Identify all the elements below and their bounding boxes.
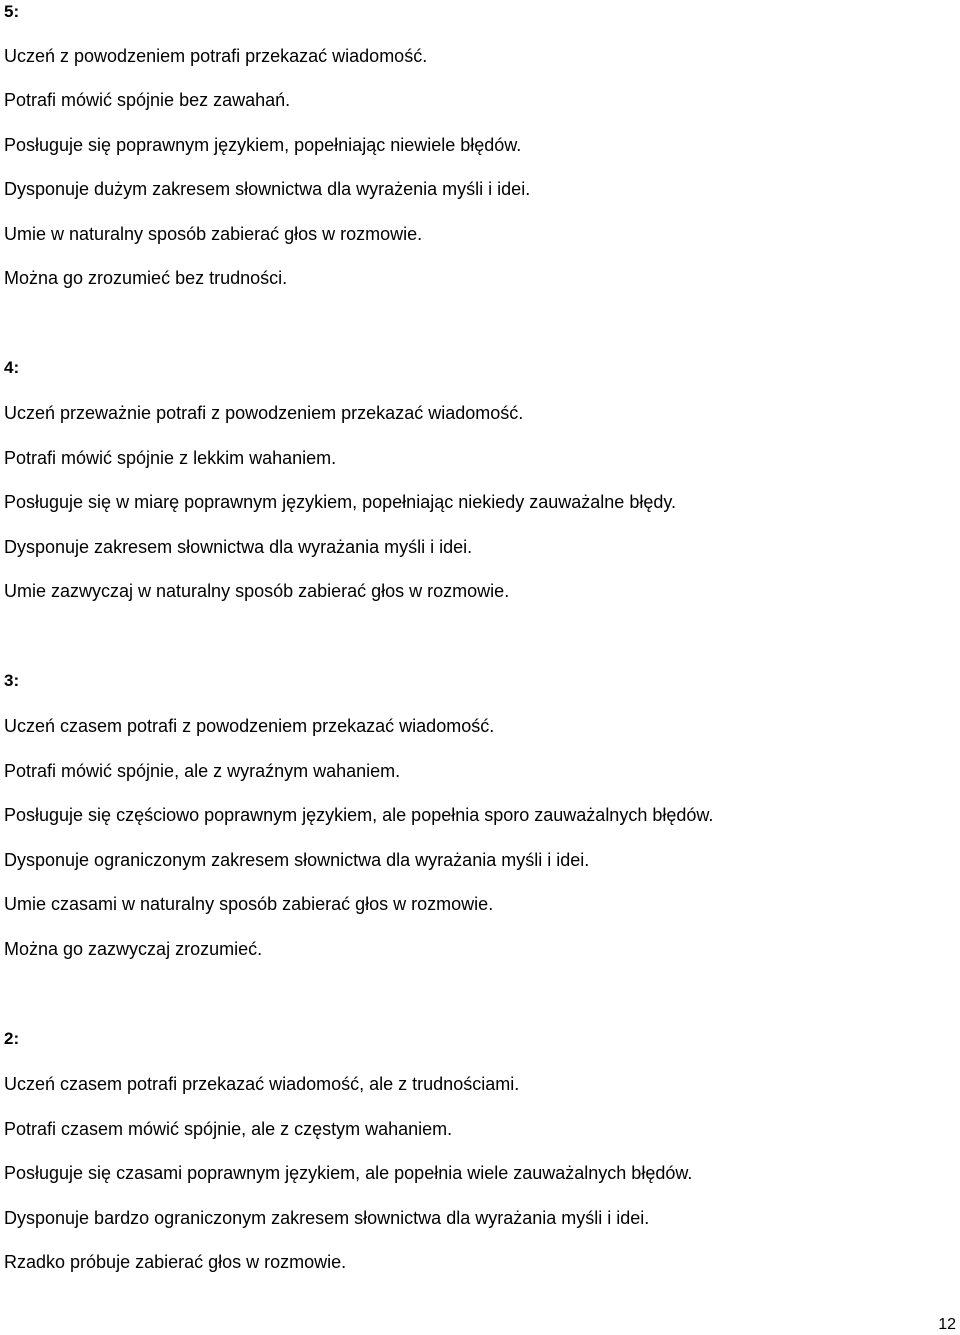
section-heading: 4: xyxy=(4,358,20,377)
criterion-line: Uczeń czasem potrafi przekazać wiadomość, ale z trudnościami. xyxy=(4,1074,520,1094)
criterion-line: Potrafi mówić spójnie z lekkim wahaniem. xyxy=(4,448,337,468)
criterion-line: Dysponuje zakresem słownictwa dla wyrażania myśli i idei. xyxy=(4,537,473,557)
criterion-line: Rzadko próbuje zabierać głos w rozmowie. xyxy=(4,1252,347,1272)
criterion-line: Potrafi mówić spójnie, ale z wyraźnym wahaniem. xyxy=(4,761,401,781)
criterion-line: Umie czasami w naturalny sposób zabierać głos w rozmowie. xyxy=(4,894,494,914)
criterion-line: Potrafi czasem mówić spójnie, ale z częstym wahaniem. xyxy=(4,1119,453,1139)
criterion-line: Dysponuje dużym zakresem słownictwa dla wyrażenia myśli i idei. xyxy=(4,179,531,199)
criterion-line: Posługuje się częściowo poprawnym językiem, ale popełnia sporo zauważalnych błędów. xyxy=(4,805,714,825)
criterion-line: Można go zazwyczaj zrozumieć. xyxy=(4,939,263,959)
criterion-line: Posługuje się czasami poprawnym językiem, ale popełnia wiele zauważalnych błędów. xyxy=(4,1163,693,1183)
criterion-line: Uczeń czasem potrafi z powodzeniem przekazać wiadomość. xyxy=(4,716,495,736)
criterion-line: Potrafi mówić spójnie bez zawahań. xyxy=(4,90,291,110)
criterion-line: Umie w naturalny sposób zabierać głos w rozmowie. xyxy=(4,224,423,244)
criterion-line: Posługuje się w miarę poprawnym językiem, popełniając niekiedy zauważalne błędy. xyxy=(4,492,677,512)
criterion-line: Umie zazwyczaj w naturalny sposób zabierać głos w rozmowie. xyxy=(4,581,510,601)
section-heading: 2: xyxy=(4,1029,20,1048)
criterion-line: Dysponuje bardzo ograniczonym zakresem słownictwa dla wyrażania myśli i idei. xyxy=(4,1208,650,1228)
criterion-line: Uczeń z powodzeniem potrafi przekazać wiadomość. xyxy=(4,46,428,66)
criterion-line: Można go zrozumieć bez trudności. xyxy=(4,268,288,288)
criterion-line: Posługuje się poprawnym językiem, popełniając niewiele błędów. xyxy=(4,135,522,155)
page-number: 12 xyxy=(938,1316,956,1333)
section-heading: 3: xyxy=(4,671,20,690)
criterion-line: Dysponuje ograniczonym zakresem słownictwa dla wyrażania myśli i idei. xyxy=(4,850,590,870)
section-heading: 5: xyxy=(4,2,20,21)
criterion-line: Uczeń przeważnie potrafi z powodzeniem przekazać wiadomość. xyxy=(4,403,524,423)
